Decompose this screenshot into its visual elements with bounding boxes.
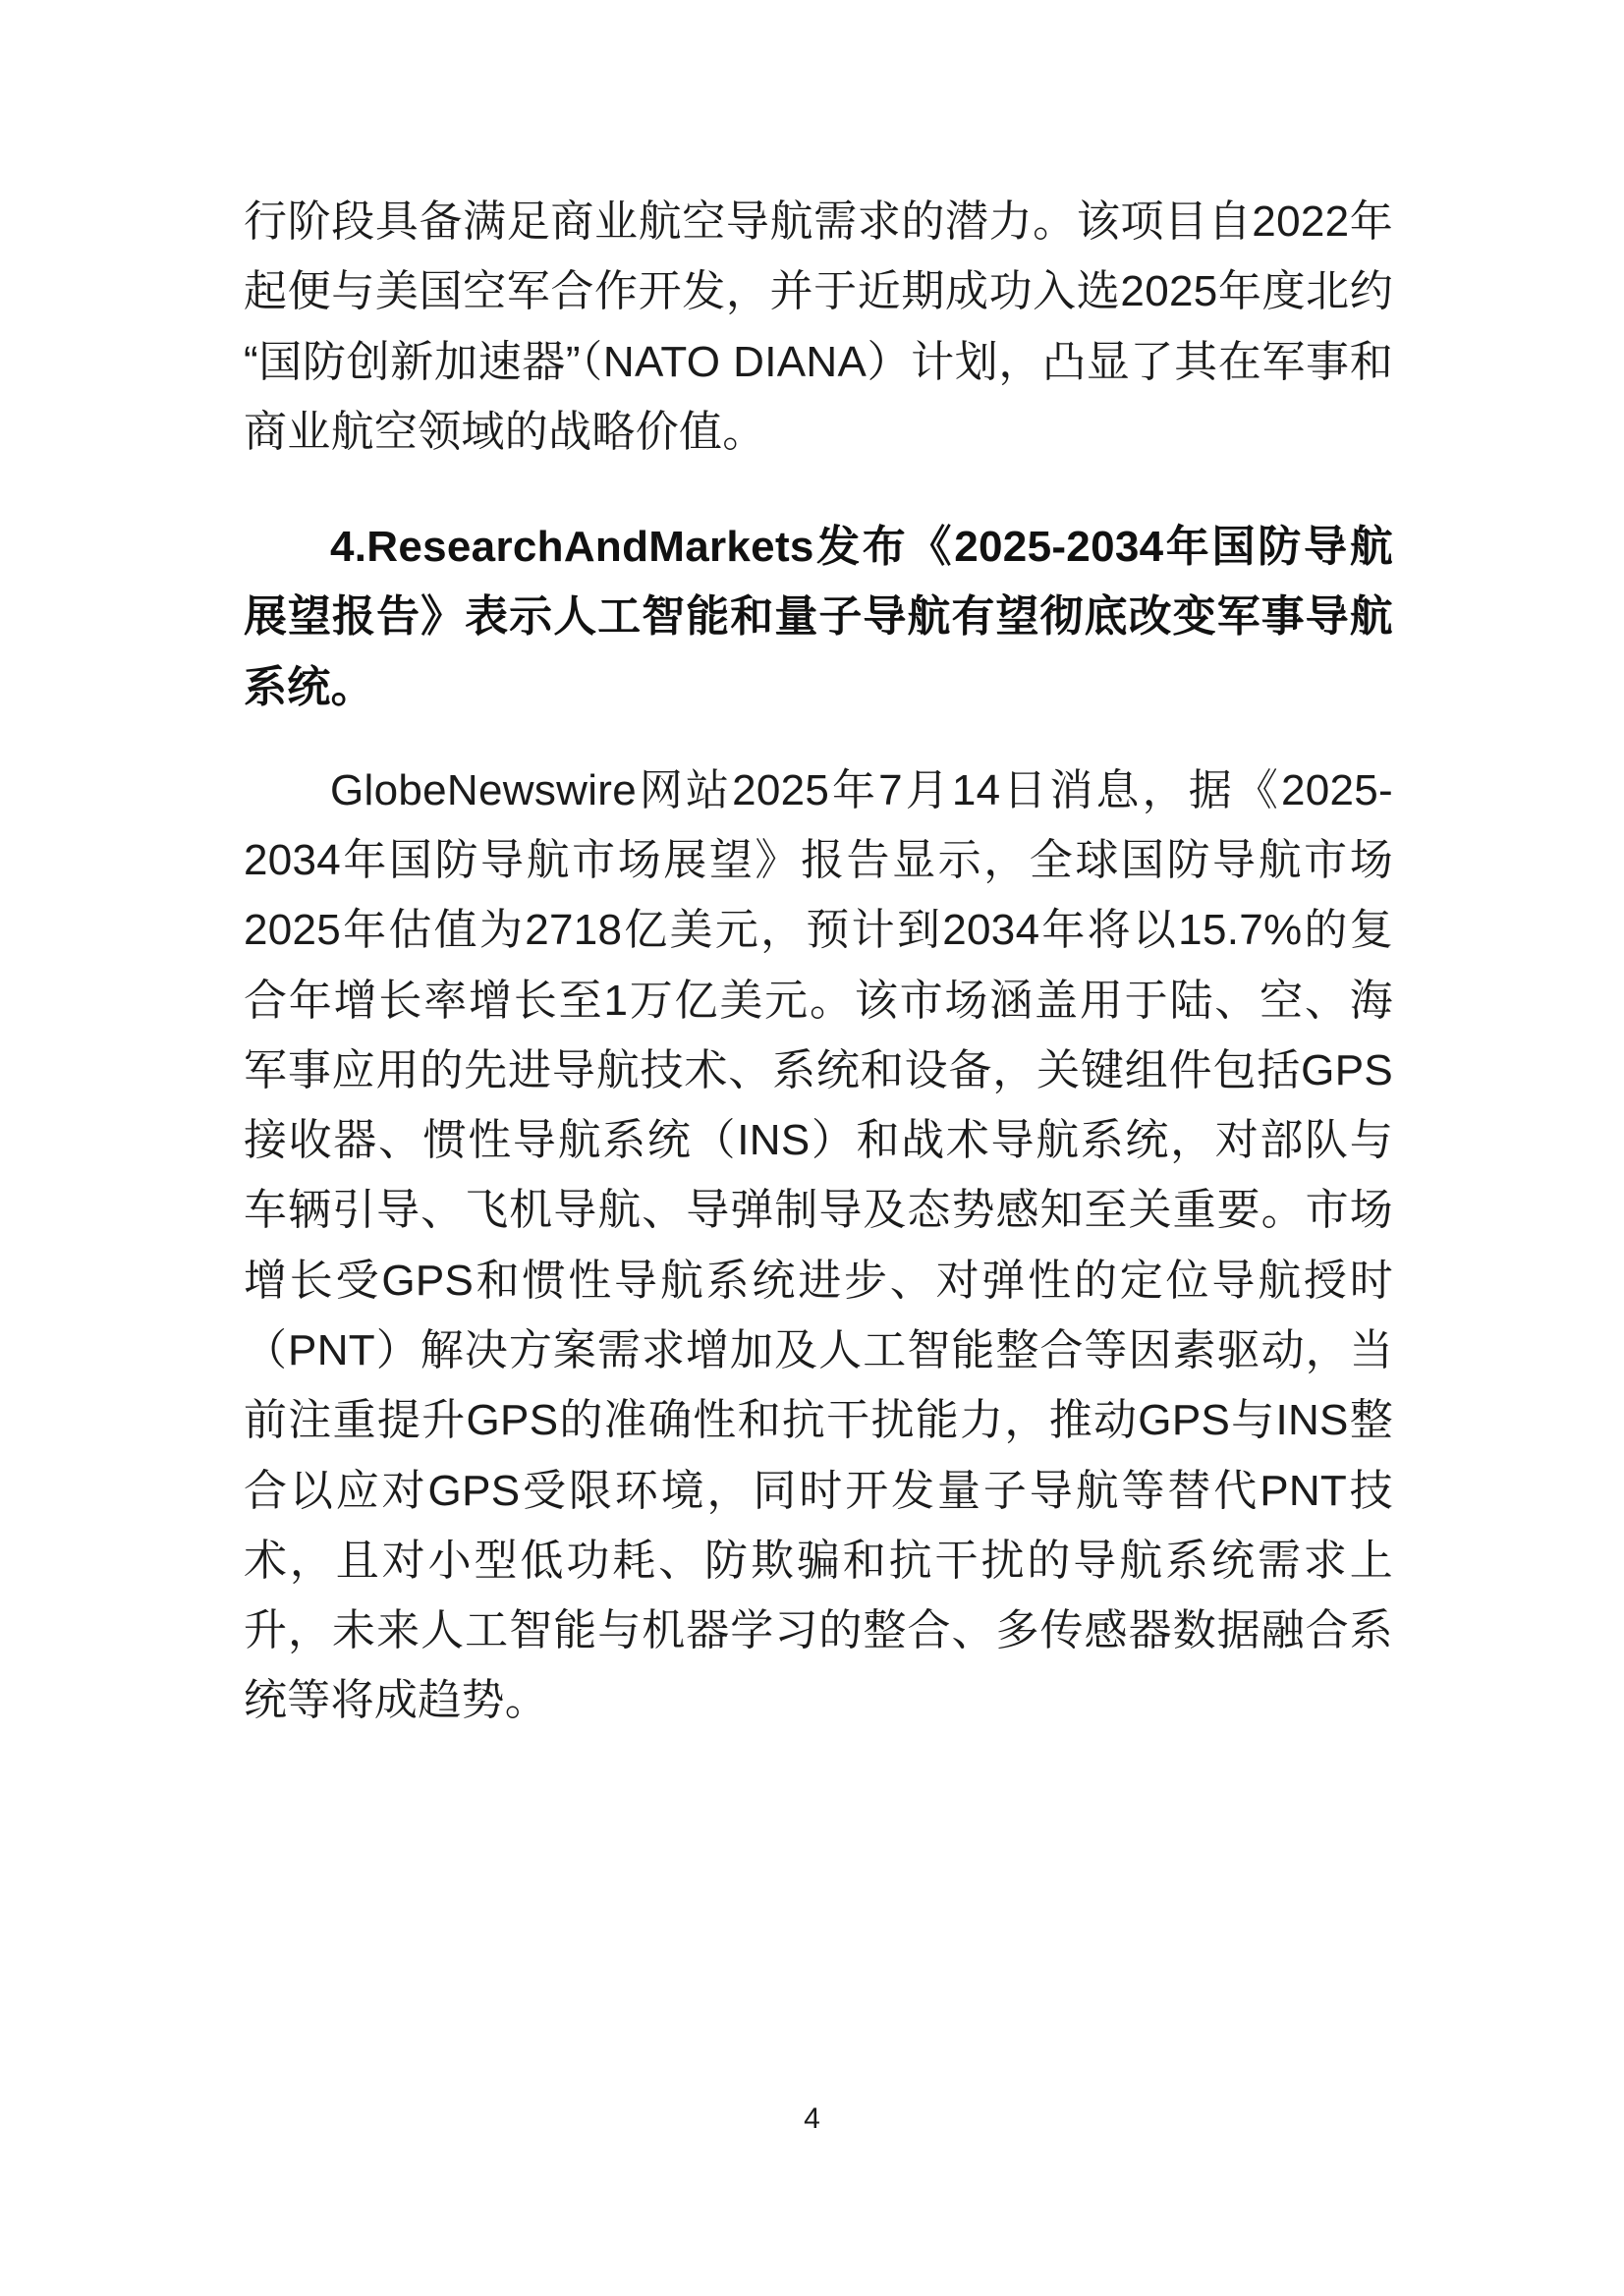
page-number: 4 bbox=[804, 2102, 820, 2135]
paragraph-body-defense-navigation-report: GlobeNewswire网站2025年7月14日消息，据《2025-2034年国防导航市场展望》报告显示，全球国防导航市场2025年估值为2718亿美元，预计到2034年将以15.7%的复合年增长率增长至1万亿美元。该市场涵盖用于陆、空、海军事应用的先进导航技术、系统和设备，关键组件包括GPS接收器、惯性导航系统（INS）和战术导航系统，对部队与车辆引导、飞机导航、导弹制导及态势感知至关重要。市场增长受GPS和惯性导航系统进步、对弹性的定位导航授时（PNT）解决方案需求增加及人工智能整合等因素驱动，当前注重提升GPS的准确性和抗干扰能力，推动GPS与INS整合以应对GPS受限环境，同时开发量子导航等替代PNT技术，且对小型低功耗、防欺骗和抗干扰的导航系统需求上升，未来人工智能与机器学习的整合、多传感器数据融合系统等将成趋势。 bbox=[244, 765, 1393, 1725]
paragraph-heading-item-4: 4.ResearchAndMarkets发布《2025-2034年国防导航展望报告》表示人工智能和量子导航有望彻底改变军事导航系统。 bbox=[244, 523, 1393, 711]
page-content bbox=[244, 187, 1393, 1746]
paragraph-continuation: 行阶段具备满足商业航空导航需求的潜力。该项目自2022年起便与美国空军合作开发，并于近期成功入选2025年度北约“国防创新加速器”（NATO DIANA）计划，凸显了其在军事和商业航空领域的战略价值。 bbox=[244, 197, 1393, 456]
